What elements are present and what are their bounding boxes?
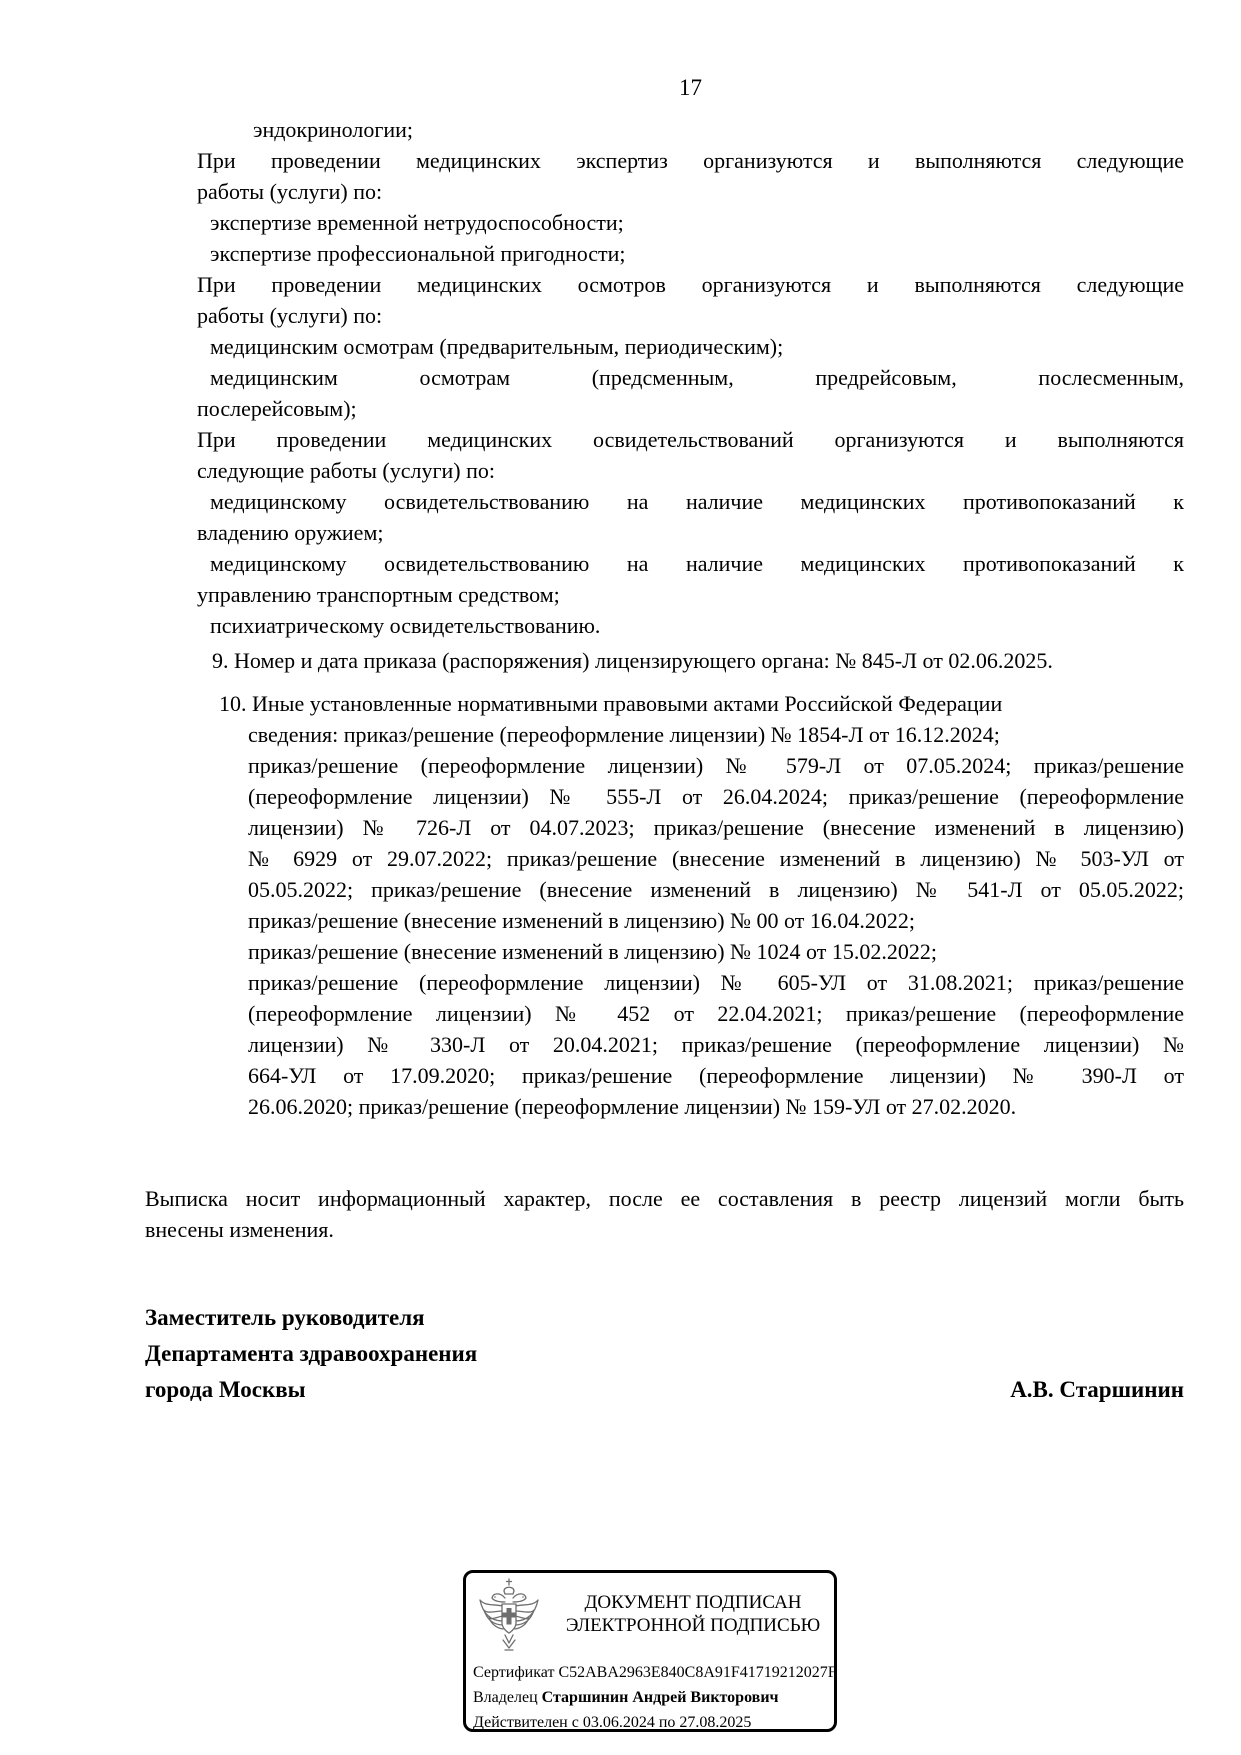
certificate-value: C52ABA2963E840C8A91F41719212027F xyxy=(558,1664,837,1681)
stamp-title xyxy=(554,1591,832,1637)
text-line: приказ/решение (внесение изменений в лицензию) № 1024 от 15.02.2022; xyxy=(248,939,937,964)
stamp-details xyxy=(473,1660,837,1735)
stamp-title-line: ДОКУМЕНТ ПОДПИСАН xyxy=(584,1592,802,1613)
text-line: 10. Иные установленные нормативными правовыми актами Российской Федерации xyxy=(219,691,1003,716)
text-line: медицинскому освидетельствованию на наличие медицинских противопоказаний к xyxy=(210,489,1184,514)
text-line: послерейсовым); xyxy=(197,396,357,421)
text-line: сведения: приказ/решение (переоформление лицензии) № 1854-Л от 16.12.2024; xyxy=(248,722,1000,747)
owner-value: Старшинин Андрей Викторович xyxy=(541,1689,779,1706)
signatory-title-line: Департамента здравоохранения xyxy=(145,1341,478,1366)
text-line: экспертизе временной нетрудоспособности; xyxy=(210,210,624,235)
text-line: 05.05.2022; приказ/решение (внесение изменений в лицензию) № 541-Л от 05.05.2022; xyxy=(248,877,1184,902)
text-line: 9. Номер и дата приказа (распоряжения) лицензирующего органа: № 845-Л от 02.06.2025. xyxy=(212,648,1053,673)
text-line: (переоформление лицензии) № 452 от 22.04.2021; приказ/решение (переоформление xyxy=(248,1001,1184,1026)
text-line: психиатрическому освидетельствованию. xyxy=(210,613,601,638)
text-line: внесены изменения. xyxy=(145,1217,334,1242)
text-line: № 6929 от 29.07.2022; приказ/решение (внесение изменений в лицензию) № 503-УЛ от xyxy=(248,846,1184,871)
signatory-title-line: города Москвы xyxy=(145,1377,306,1402)
signatory-name: А.В. Старшинин xyxy=(1010,1377,1184,1402)
text-line: следующие работы (услуги) по: xyxy=(197,458,495,483)
informational-note xyxy=(145,1183,1184,1245)
text-line: приказ/решение (переоформление лицензии) № 605-УЛ от 31.08.2021; приказ/решение xyxy=(248,970,1184,995)
text-line: лицензии) № 330-Л от 20.04.2021; приказ/решение (переоформление лицензии) № xyxy=(248,1032,1184,1057)
text-line: медицинским осмотрам (предварительным, периодическим); xyxy=(210,334,784,359)
certificate-line xyxy=(473,1660,837,1685)
owner-line xyxy=(473,1685,833,1710)
text-line: При проведении медицинских освидетельствований организуются и выполняются xyxy=(197,427,1184,452)
text-line: 664-УЛ от 17.09.2020; приказ/решение (переоформление лицензии) № 390-Л от xyxy=(248,1063,1184,1088)
certificate-label: Сертификат xyxy=(473,1664,559,1681)
text-line: работы (услуги) по: xyxy=(197,303,383,328)
text-line: управлению транспортным средством; xyxy=(197,582,560,607)
services-section xyxy=(197,114,1184,641)
item-10-other-information xyxy=(219,688,1184,1122)
stamp-title-line: ЭЛЕКТРОННОЙ ПОДПИСЬЮ xyxy=(565,1615,821,1636)
text-line: медицинскому освидетельствованию на наличие медицинских противопоказаний к xyxy=(210,551,1184,576)
signatory-title-line: Заместитель руководителя xyxy=(145,1305,425,1330)
text-line: медицинским осмотрам (предсменным, предрейсовым, послесменным, xyxy=(210,365,1184,390)
roszdravnadzor-eagle-emblem-icon xyxy=(477,1577,541,1655)
text-line: При проведении медицинских экспертиз организуются и выполняются следующие xyxy=(197,148,1184,173)
validity-line: Действителен с 03.06.2024 по 27.08.2025 xyxy=(473,1714,752,1731)
text-line: 26.06.2020; приказ/решение (переоформление лицензии) № 159-УЛ от 27.02.2020. xyxy=(248,1094,1017,1119)
text-line: экспертизе профессиональной пригодности; xyxy=(210,241,626,266)
electronic-signature-stamp xyxy=(463,1570,837,1732)
text-line: лицензии) № 726-Л от 04.07.2023; приказ/решение (внесение изменений в лицензию) xyxy=(248,815,1184,840)
text-line: работы (услуги) по: xyxy=(197,179,383,204)
owner-label: Владелец xyxy=(473,1689,542,1706)
text-line: Выписка носит информационный характер, после ее составления в реестр лицензий могли быть xyxy=(145,1186,1184,1211)
text-line: приказ/решение (переоформление лицензии) № 579-Л от 07.05.2024; приказ/решение xyxy=(248,753,1184,778)
text-line: При проведении медицинских осмотров организуются и выполняются следующие xyxy=(197,272,1184,297)
text-line: приказ/решение (внесение изменений в лицензию) № 00 от 16.04.2022; xyxy=(248,908,915,933)
text-line: (переоформление лицензии) № 555-Л от 26.04.2024; приказ/решение (переоформление xyxy=(248,784,1184,809)
text-line: владению оружием; xyxy=(197,520,384,545)
item-9-order-number xyxy=(212,645,1187,676)
text-line: эндокринологии; xyxy=(253,117,414,142)
page-number: 17 xyxy=(679,75,702,100)
